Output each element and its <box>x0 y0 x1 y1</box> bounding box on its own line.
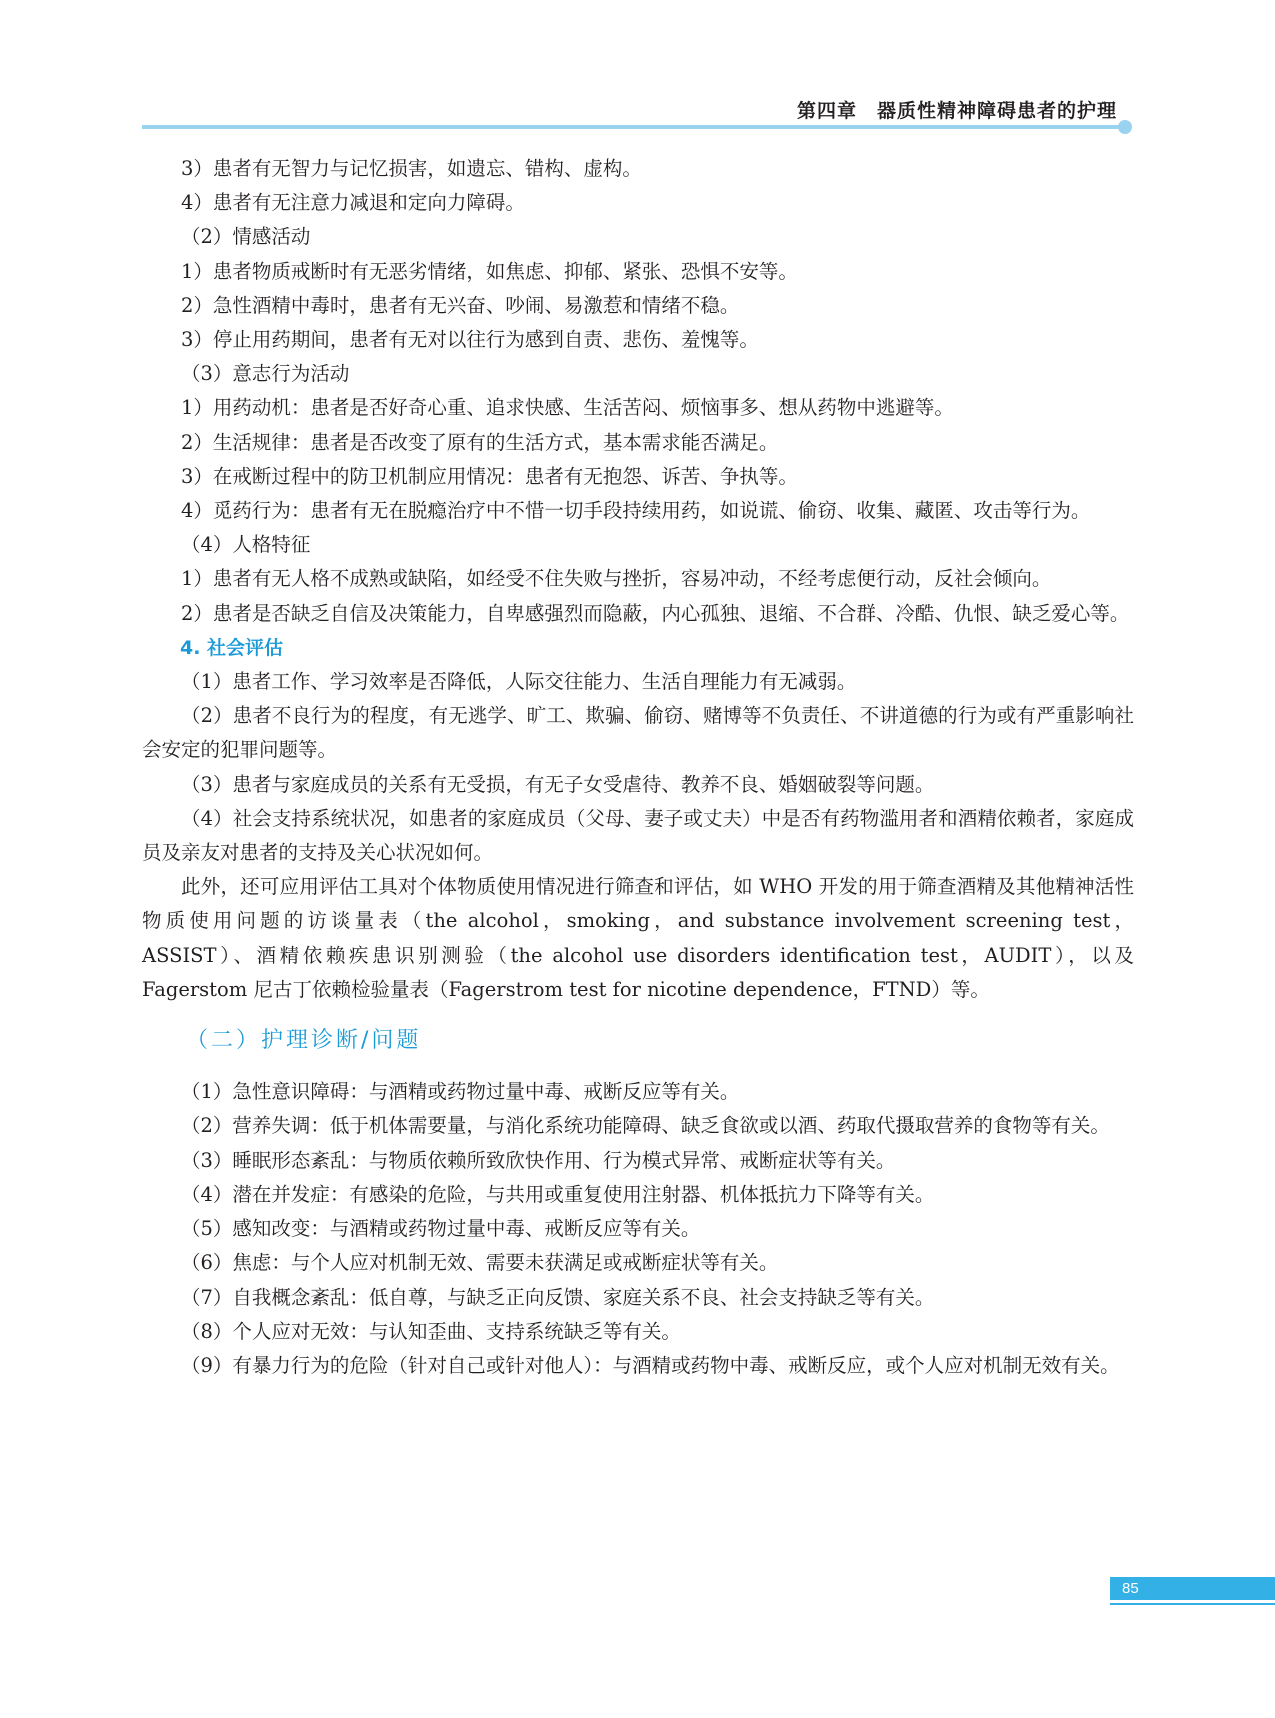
paragraph: （8）个人应对无效：与认知歪曲、支持系统缺乏等有关。 <box>181 1319 681 1343</box>
page-number: 85 <box>1122 1580 1139 1597</box>
paragraph: 2）急性酒精中毒时，患者有无兴奋、吵闹、易激惹和情绪不稳。 <box>181 293 740 317</box>
paragraph: （4）人格特征 <box>181 533 311 557</box>
paragraph: （9）有暴力行为的危险（针对自己或针对他人）：与酒精或药物中毒、戒断反应，或个人应对机制无效有关。 <box>181 1353 1120 1377</box>
page-number-underline <box>1110 1603 1275 1605</box>
paragraph: （4）社会支持系统状况，如患者的家庭成员（父母、妻子或丈夫）中是否有药物滥用者和酒精依赖者，家庭成员及亲友对患者的支持及关心状况如何。 <box>142 806 1134 865</box>
paragraph: （2）情感活动 <box>181 225 311 249</box>
paragraph: （7）自我概念紊乱：低自尊，与缺乏正向反馈、家庭关系不良、社会支持缺乏等有关。 <box>181 1285 935 1309</box>
paragraph: （5）感知改变：与酒精或药物过量中毒、戒断反应等有关。 <box>181 1217 701 1241</box>
section-heading: （二）护理诊断/问题 <box>186 1028 422 1054</box>
paragraph: （4）潜在并发症：有感染的危险，与共用或重复使用注射器、机体抵抗力下降等有关。 <box>181 1182 935 1206</box>
paragraph: 1）用药动机：患者是否好奇心重、追求快感、生活苦闷、烦恼事多、想从药物中逃避等。 <box>181 396 954 420</box>
paragraph: 4）患者有无注意力减退和定向力障碍。 <box>181 191 525 215</box>
paragraph: 2）生活规律：患者是否改变了原有的生活方式，基本需求能否满足。 <box>181 430 779 454</box>
paragraph: （3）患者与家庭成员的关系有无受损，有无子女受虐待、教养不良、婚姻破裂等问题。 <box>181 772 935 796</box>
page-body <box>142 152 1134 1383</box>
paragraph: 3）患者有无智力与记忆损害，如遗忘、错构、虚构。 <box>181 157 642 180</box>
chapter-title: 第四章 器质性精神障碍患者的护理 <box>796 100 1117 122</box>
paragraph: 1）患者有无人格不成熟或缺陷，如经受不住失败与挫折，容易冲动，不经考虑便行动，反社会倾向。 <box>181 567 1052 591</box>
paragraph: 3）停止用药期间，患者有无对以往行为感到自责、悲伤、羞愧等。 <box>181 328 759 352</box>
paragraph: （2）营养失调：低于机体需要量，与消化系统功能障碍、缺乏食欲或以酒、药取代摄取营养的食物等有关。 <box>181 1114 1110 1138</box>
paragraph: （3）意志行为活动 <box>181 362 350 386</box>
paragraph: 3）在戒断过程中的防卫机制应用情况：患者有无抱怨、诉苦、争执等。 <box>181 464 798 488</box>
paragraph: 1）患者物质戒断时有无恶劣情绪，如焦虑、抑郁、紧张、恐惧不安等。 <box>181 259 798 283</box>
paragraph: （1）急性意识障碍：与酒精或药物过量中毒、戒断反应等有关。 <box>181 1080 740 1104</box>
paragraph: （6）焦虑：与个人应对机制无效、需要未获满足或戒断症状等有关。 <box>181 1251 779 1275</box>
paragraph: 4）觅药行为：患者有无在脱瘾治疗中不惜一切手段持续用药，如说谎、偷窃、收集、藏匿、攻击等行为。 <box>181 499 1091 523</box>
subsection-heading: 4. 社会评估 <box>180 636 284 659</box>
paragraph: （2）患者不良行为的程度，有无逃学、旷工、欺骗、偷窃、赌博等不负责任、不讲道德的行为或有严重影响社会安定的犯罪问题等。 <box>142 704 1134 762</box>
paragraph: 此外，还可应用评估工具对个体物质使用情况进行筛查和评估，如 WHO 开发的用于筛查酒精及其他精神活性物质使用问题的访谈量表（the alcohol，smoking，and substance involvement screening test，ASSIST）、酒精依赖疾患识别测验（the alcohol use disorders identification test，AUDIT），以及 Fagerstom 尼古丁依赖检验量表（Fagerstrom test for nicotine dependence，FTND）等。 <box>142 875 1134 1001</box>
paragraph: （3）睡眠形态紊乱：与物质依赖所致欣快作用、行为模式异常、戒断症状等有关。 <box>181 1148 896 1172</box>
paragraph: 2）患者是否缺乏自信及决策能力，自卑感强烈而隐蔽，内心孤独、退缩、不合群、冷酷、仇恨、缺乏爱心等。 <box>181 601 1130 625</box>
header-rule <box>142 125 1122 129</box>
paragraph: （1）患者工作、学习效率是否降低，人际交往能力、生活自理能力有无减弱。 <box>181 670 857 694</box>
header-dot-icon <box>1118 120 1132 134</box>
